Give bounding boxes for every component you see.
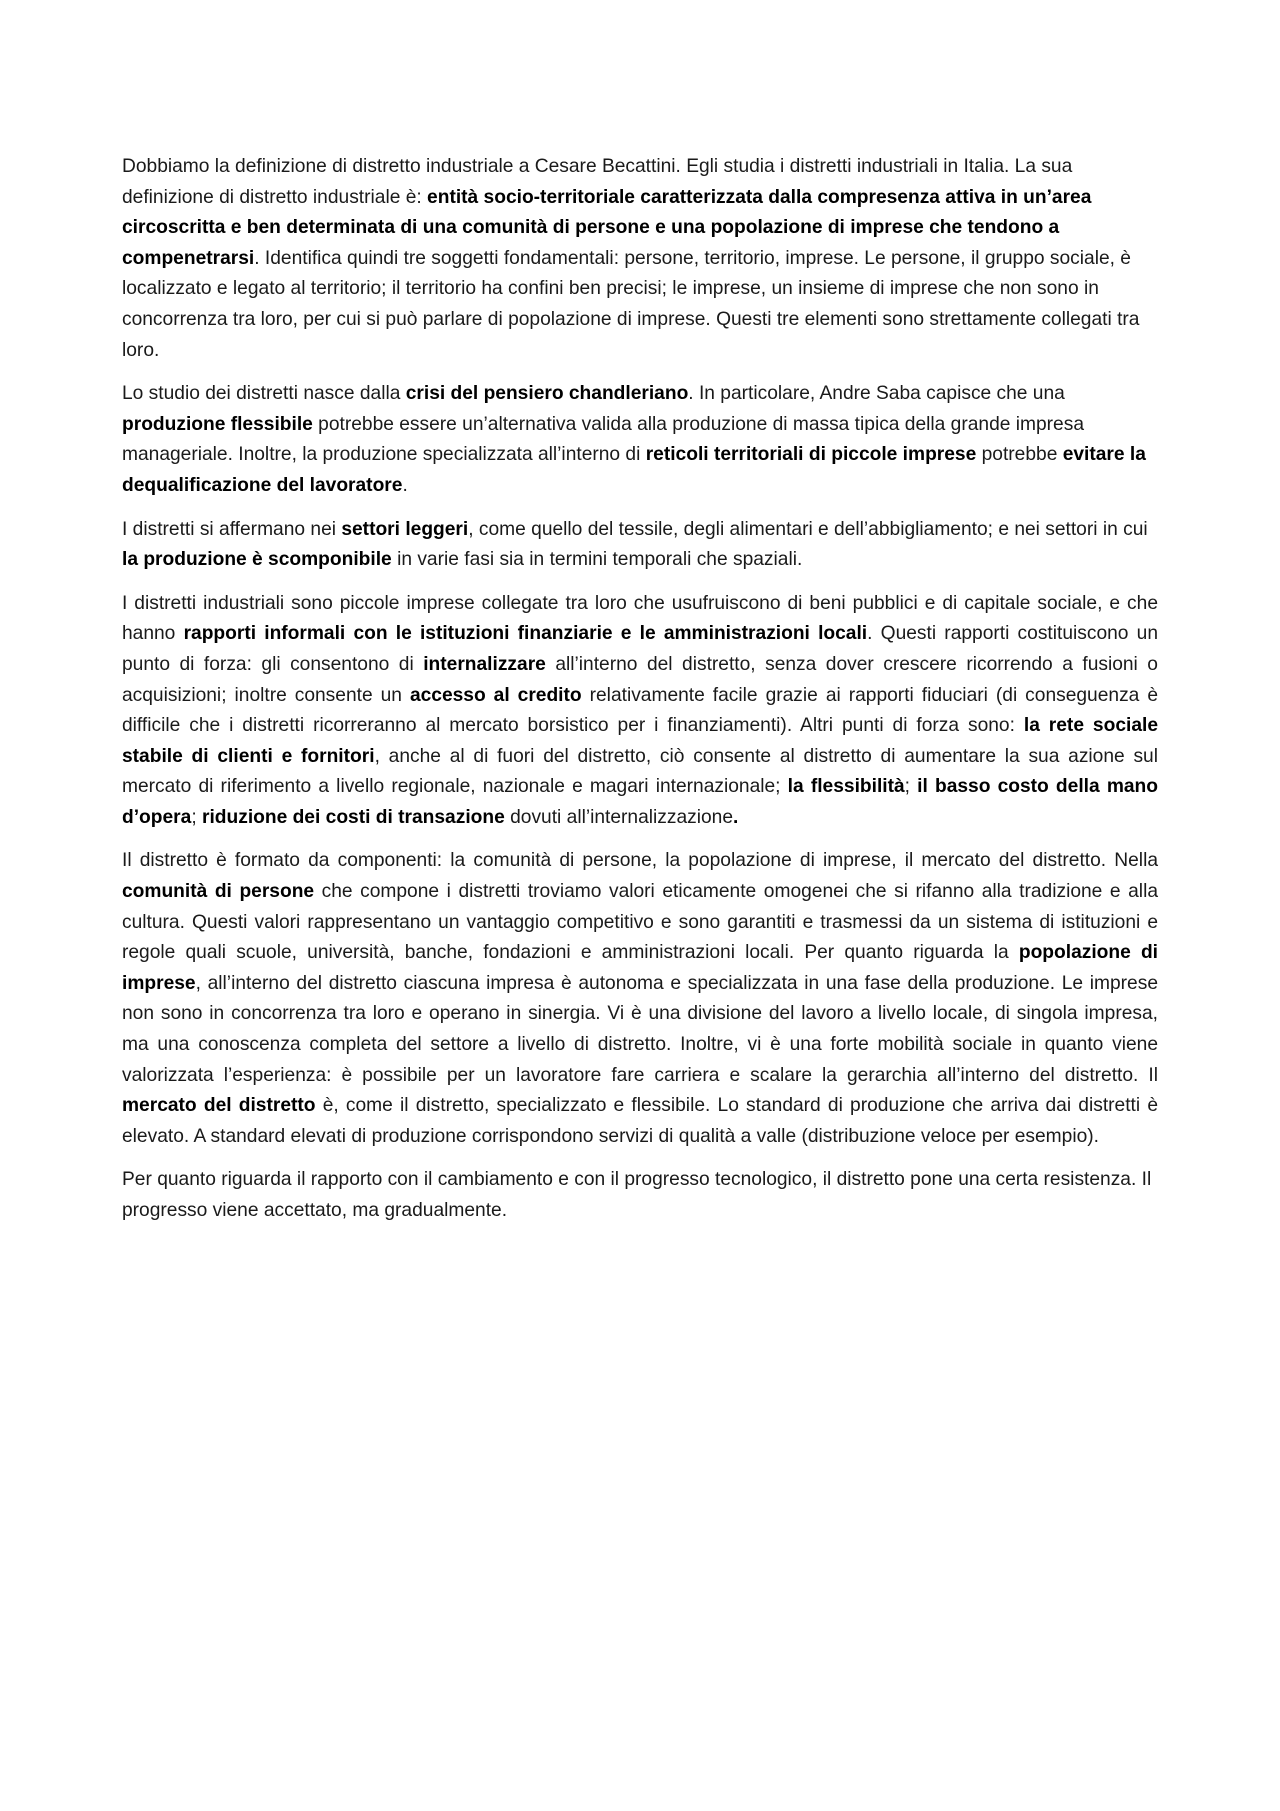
paragraph-4 (122, 589, 1158, 834)
paragraph-1 (122, 152, 1158, 366)
paragraph-5 (122, 846, 1158, 1152)
bold-text: produzione flessibile (122, 413, 313, 435)
bold-text: accesso al credito (409, 684, 582, 706)
paragraph-6 (122, 1165, 1158, 1226)
bold-text: entità socio-territoriale caratterizzata dalla compresenza attiva in un’area circoscritta e ben determinata di una comunità di persone e una popolazione di imprese che tendono a compenetrarsi (122, 186, 1092, 269)
bold-text: comunità di persone (122, 881, 315, 903)
bold-text: evitare la dequalificazione del lavoratore (122, 444, 1146, 496)
bold-text: rapporti informali con le istituzioni finanziarie e le amministrazioni locali (183, 623, 868, 645)
body-text: all’interno del distretto, senza dover crescere ricorrendo a fusioni o acquisizioni; inoltre consente un (122, 653, 1158, 706)
bold-text: la rete sociale stabile di clienti e fornitori (122, 715, 1158, 767)
bold-text: il basso costo della mano d’opera (122, 776, 1158, 828)
body-text: che compone i distretti troviamo valori eticamente omogenei che si rifanno alla tradizione e alla cultura. Questi valori rappresentano un vantaggio competitivo e sono garantiti e trasmessi da un sistema di istituzioni e regole quali scuole, università, banche, fondazioni e amministrazioni locali. Per quanto riguarda la (122, 881, 1159, 964)
bold-text: mercato del distretto (122, 1095, 316, 1117)
body-text: , all’interno del distretto ciascuna impresa è autonoma e specializzata in una fase della produzione. Le imprese non sono in concorrenza tra loro e operano in sinergia. Vi è una divisione del lavoro a livello locale, di singola impresa, ma una conoscenza completa del settore a livello di distretto. Inoltre, vi è una forte mobilità sociale in quanto viene valorizzata l’esperienza: è possibile per un lavoratore fare carriera e scalare la gerarchia all’interno del distretto. Il (122, 972, 1158, 1086)
body-text: potrebbe (976, 444, 1063, 466)
bold-text: popolazione di imprese (122, 942, 1158, 994)
bold-text: crisi del pensiero chandleriano (405, 383, 689, 405)
body-text: , come quello del tessile, degli alimentari e dell’abbigliamento; e nei settori in cui (468, 518, 1148, 540)
body-text: . Identifica quindi tre soggetti fondamentali: persone, territorio, imprese. Le persone, il gruppo sociale, è localizzato e legato al territorio; il territorio ha confini ben precisi; le imprese, un insieme di imprese che non sono in concorrenza tra loro, per cui si può parlare di popolazione di imprese. Questi tre elementi sono strettamente collegati tra loro. (122, 247, 1140, 361)
body-text: in varie fasi sia in termini temporali che spaziali. (391, 549, 803, 571)
body-text: relativamente facile grazie ai rapporti fiduciari (di conseguenza è difficile che i distretti ricorreranno al mercato borsistico per i finanziamenti). Altri punti di forza sono: (122, 684, 1158, 737)
body-text: Il distretto è formato da componenti: la comunità di persone, la popolazione di imprese, il mercato del distretto. Nella (122, 850, 1158, 872)
paragraph-3 (122, 515, 1158, 576)
body-text: Dobbiamo la definizione di distretto industriale a Cesare Becattini. Egli studia i distretti industriali in Italia. La sua definizione di distretto industriale è: (122, 156, 1073, 208)
body-text: è, come il distretto, specializzato e flessibile. Lo standard di produzione che arriva dai distretti è elevato. A standard elevati di produzione corrispondono servizi di qualità a valle (distribuzione veloce per esempio). (122, 1095, 1158, 1147)
bold-text: la produzione è scomponibile (122, 549, 392, 571)
bold-text: . (733, 806, 739, 828)
body-text: . In particolare, Andre Saba capisce che una (688, 383, 1065, 405)
body-text: Per quanto riguarda il rapporto con il cambiamento e con il progresso tecnologico, il distretto pone una certa resistenza. Il progresso viene accettato, ma gradualmente. (122, 1169, 1152, 1221)
paragraph-2 (122, 379, 1158, 501)
body-text: ; (904, 776, 918, 798)
body-text: . (402, 474, 408, 496)
body-text: dovuti all’internalizzazione (504, 806, 734, 828)
document-body (122, 152, 1158, 1240)
bold-text: settori leggeri (341, 518, 469, 540)
bold-text: internalizzare (423, 653, 546, 675)
body-text: ; (191, 806, 202, 828)
body-text: potrebbe essere un’alternativa valida alla produzione di massa tipica della grande impresa manageriale. Inoltre, la produzione specializzata all’interno di (122, 413, 1084, 466)
bold-text: riduzione dei costi di transazione (201, 806, 505, 828)
body-text: I distretti industriali sono piccole imprese collegate tra loro che usufruiscono di beni pubblici e di capitale sociale, e che hanno (122, 592, 1158, 645)
body-text: , anche al di fuori del distretto, ciò consente al distretto di aumentare la sua azione sul mercato di riferimento a livello regionale, nazionale e magari internazionale; (122, 745, 1158, 798)
body-text: . Questi rapporti costituiscono un punto di forza: gli consentono di (122, 623, 1159, 675)
bold-text: la flessibilità (787, 776, 905, 798)
body-text: I distretti si affermano nei (122, 518, 342, 540)
bold-text: reticoli territoriali di piccole imprese (645, 444, 977, 466)
body-text: Lo studio dei distretti nasce dalla (122, 383, 406, 405)
